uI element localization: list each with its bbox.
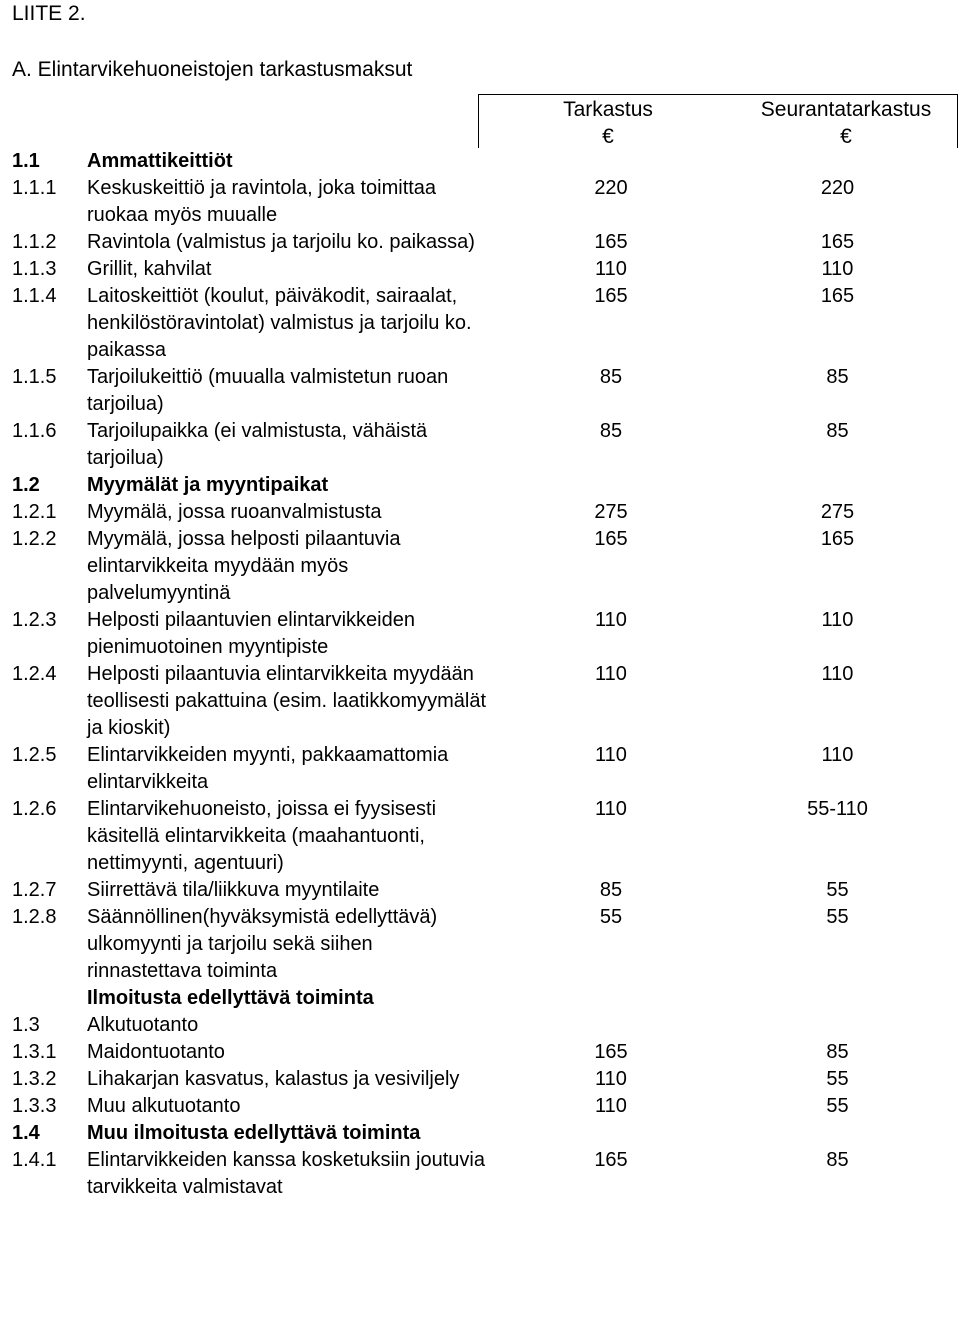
row-description: Elintarvikehuoneisto, joissa ei fyysisesti käsitellä elintarvikkeita (maahantuonti, nettimyynti, agentuuri) (87, 798, 437, 874)
row-description: Siirrettävä tila/liikkuva myyntilaite (87, 879, 380, 901)
row-description: Elintarvikkeiden kanssa kosketuksiin joutuvia tarvikkeita valmistavat (87, 1149, 485, 1198)
fee-row (12, 364, 940, 418)
followup-fee (735, 1012, 940, 1039)
inspection-fee: 110 (595, 798, 627, 820)
inspection-fee (487, 1120, 735, 1147)
row-number: 1.1.2 (12, 231, 57, 253)
fee-row (12, 1120, 940, 1147)
followup-fee (735, 148, 940, 175)
followup-fee: 165 (820, 528, 855, 550)
row-description: Lihakarjan kasvatus, kalastus ja vesiviljely (87, 1068, 460, 1090)
row-number: 1.3.1 (12, 1041, 57, 1063)
followup-fee: 55 (826, 879, 849, 901)
row-number: 1.1.3 (12, 258, 57, 280)
fee-row (12, 661, 940, 742)
fee-row (12, 1147, 940, 1201)
followup-fee: 55 (826, 1068, 849, 1090)
row-number: 1.2.8 (12, 906, 57, 928)
row-description: Ravintola (valmistus ja tarjoilu ko. paikassa) (87, 231, 475, 253)
fee-table-body (12, 148, 940, 1201)
followup-fee (735, 1120, 940, 1147)
row-number: 1.2.5 (12, 744, 57, 766)
row-number: 1.3.2 (12, 1068, 57, 1090)
row-number: 1.1.6 (12, 420, 57, 442)
fee-row (12, 418, 940, 472)
row-number: 1.1.1 (12, 177, 57, 199)
followup-fee: 220 (820, 177, 855, 199)
fee-row (12, 796, 940, 877)
fee-row (12, 472, 940, 499)
row-description: Helposti pilaantuvia elintarvikkeita myydään teollisesti pakattuina (esim. laatikkomyymälät ja kioskit) (87, 663, 487, 739)
inspection-fee: 165 (594, 231, 628, 253)
fee-row (12, 904, 940, 985)
fee-row (12, 229, 940, 256)
inspection-fee: 220 (594, 177, 628, 199)
inspection-fee: 165 (594, 1041, 628, 1063)
row-number: 1.2.1 (12, 501, 57, 523)
row-description: Tarjoilupaikka (ei valmistusta, vähäistä tarjoilua) (87, 420, 428, 469)
followup-euro-unit: € (840, 125, 852, 148)
row-number: 1.1 (12, 150, 40, 172)
row-description: Muu ilmoitusta edellyttävä toiminta (87, 1122, 421, 1144)
row-description: Maidontuotanto (87, 1041, 225, 1063)
attachment-label: LIITE 2. (12, 2, 86, 25)
inspection-fee: 275 (594, 501, 628, 523)
row-number: 1.2 (12, 474, 40, 496)
inspection-fee (487, 472, 735, 499)
fee-row (12, 1093, 940, 1120)
inspection-euro-unit: € (602, 125, 614, 148)
followup-fee: 55 (826, 906, 849, 928)
column-header-followup (716, 96, 960, 150)
fee-row (12, 742, 940, 796)
followup-fee: 110 (821, 258, 854, 280)
fee-row (12, 1039, 940, 1066)
inspection-fee: 110 (595, 744, 627, 766)
row-description: Tarjoilukeittiö (muualla valmistetun ruoan tarjoilua) (87, 366, 449, 415)
row-number: 1.2.3 (12, 609, 57, 631)
row-number: 1.2.2 (12, 528, 57, 550)
fee-row (12, 499, 940, 526)
row-description: Ammattikeittiöt (87, 150, 233, 172)
fee-row (12, 148, 940, 175)
row-number: 1.3.3 (12, 1095, 57, 1117)
row-number: 1.2.7 (12, 879, 57, 901)
inspection-fee: 85 (599, 420, 623, 442)
followup-fee: 85 (826, 1149, 849, 1171)
section-title: A. Elintarvikehuoneistojen tarkastusmaksut (12, 58, 413, 81)
inspection-fee: 110 (595, 1095, 627, 1117)
followup-fee: 55 (826, 1095, 849, 1117)
row-number: 1.1.4 (12, 285, 57, 307)
header-top-line (478, 94, 958, 95)
fee-row (12, 283, 940, 364)
inspection-fee: 85 (599, 366, 623, 388)
fee-row (12, 175, 940, 229)
row-description: Keskuskeittiö ja ravintola, joka toimittaa ruokaa myös muualle (87, 177, 437, 226)
fee-row (12, 1066, 940, 1093)
row-number: 1.3 (12, 1014, 40, 1036)
row-number: 1.2.4 (12, 663, 57, 685)
row-description: Alkutuotanto (87, 1014, 199, 1036)
inspection-fee: 165 (594, 1149, 628, 1171)
inspection-label: Tarkastus (563, 98, 653, 121)
row-description: Muu alkutuotanto (87, 1095, 241, 1117)
row-description: Laitoskeittiöt (koulut, päiväkodit, sairaalat, henkilöstöravintolat) valmistus ja tarjoilu ko. paikassa (87, 285, 472, 361)
inspection-fee: 110 (595, 609, 627, 631)
followup-fee: 85 (826, 420, 849, 442)
fee-table (12, 148, 940, 1201)
row-description: Grillit, kahvilat (87, 258, 212, 280)
fee-row (12, 607, 940, 661)
followup-fee: 55-110 (807, 798, 868, 820)
row-number (12, 985, 87, 1012)
fee-row (12, 256, 940, 283)
row-description: Helposti pilaantuvien elintarvikkeiden pienimuotoinen myyntipiste (87, 609, 415, 658)
fee-row (12, 526, 940, 607)
inspection-fee: 165 (594, 528, 628, 550)
inspection-fee (487, 985, 735, 1012)
row-number: 1.1.5 (12, 366, 57, 388)
fee-row (12, 1012, 940, 1039)
row-description: Myymälä, jossa ruoanvalmistusta (87, 501, 382, 523)
row-number: 1.2.6 (12, 798, 57, 820)
followup-fee: 110 (821, 663, 854, 685)
fee-row (12, 877, 940, 904)
inspection-fee: 165 (594, 285, 628, 307)
row-description: Säännöllinen(hyväksymistä edellyttävä) ulkomyynti ja tarjoilu sekä siihen rinnastettava toiminta (87, 906, 438, 982)
followup-fee: 110 (821, 744, 854, 766)
inspection-fee (487, 148, 735, 175)
followup-label: Seurantatarkastus (760, 98, 932, 121)
inspection-fee: 55 (599, 906, 623, 928)
row-number: 1.4 (12, 1122, 40, 1144)
row-description: Myymälä, jossa helposti pilaantuvia elintarvikkeita myydään myös palvelumyyntinä (87, 528, 401, 604)
inspection-fee: 110 (595, 663, 627, 685)
inspection-fee: 110 (595, 258, 627, 280)
row-description: Ilmoitusta edellyttävä toiminta (87, 987, 374, 1009)
followup-fee: 85 (826, 1041, 849, 1063)
followup-fee: 275 (820, 501, 855, 523)
row-description: Elintarvikkeiden myynti, pakkaamattomia elintarvikkeita (87, 744, 449, 793)
followup-fee: 165 (820, 231, 855, 253)
followup-fee (735, 985, 940, 1012)
followup-fee: 165 (820, 285, 855, 307)
fee-row (12, 985, 940, 1012)
inspection-fee: 110 (595, 1068, 627, 1090)
row-number: 1.4.1 (12, 1149, 57, 1171)
inspection-fee (487, 1012, 735, 1039)
row-description: Myymälät ja myyntipaikat (87, 474, 329, 496)
followup-fee (735, 472, 940, 499)
followup-fee: 110 (821, 609, 854, 631)
inspection-fee: 85 (599, 879, 623, 901)
followup-fee: 85 (826, 366, 849, 388)
column-header-inspection (478, 96, 738, 150)
